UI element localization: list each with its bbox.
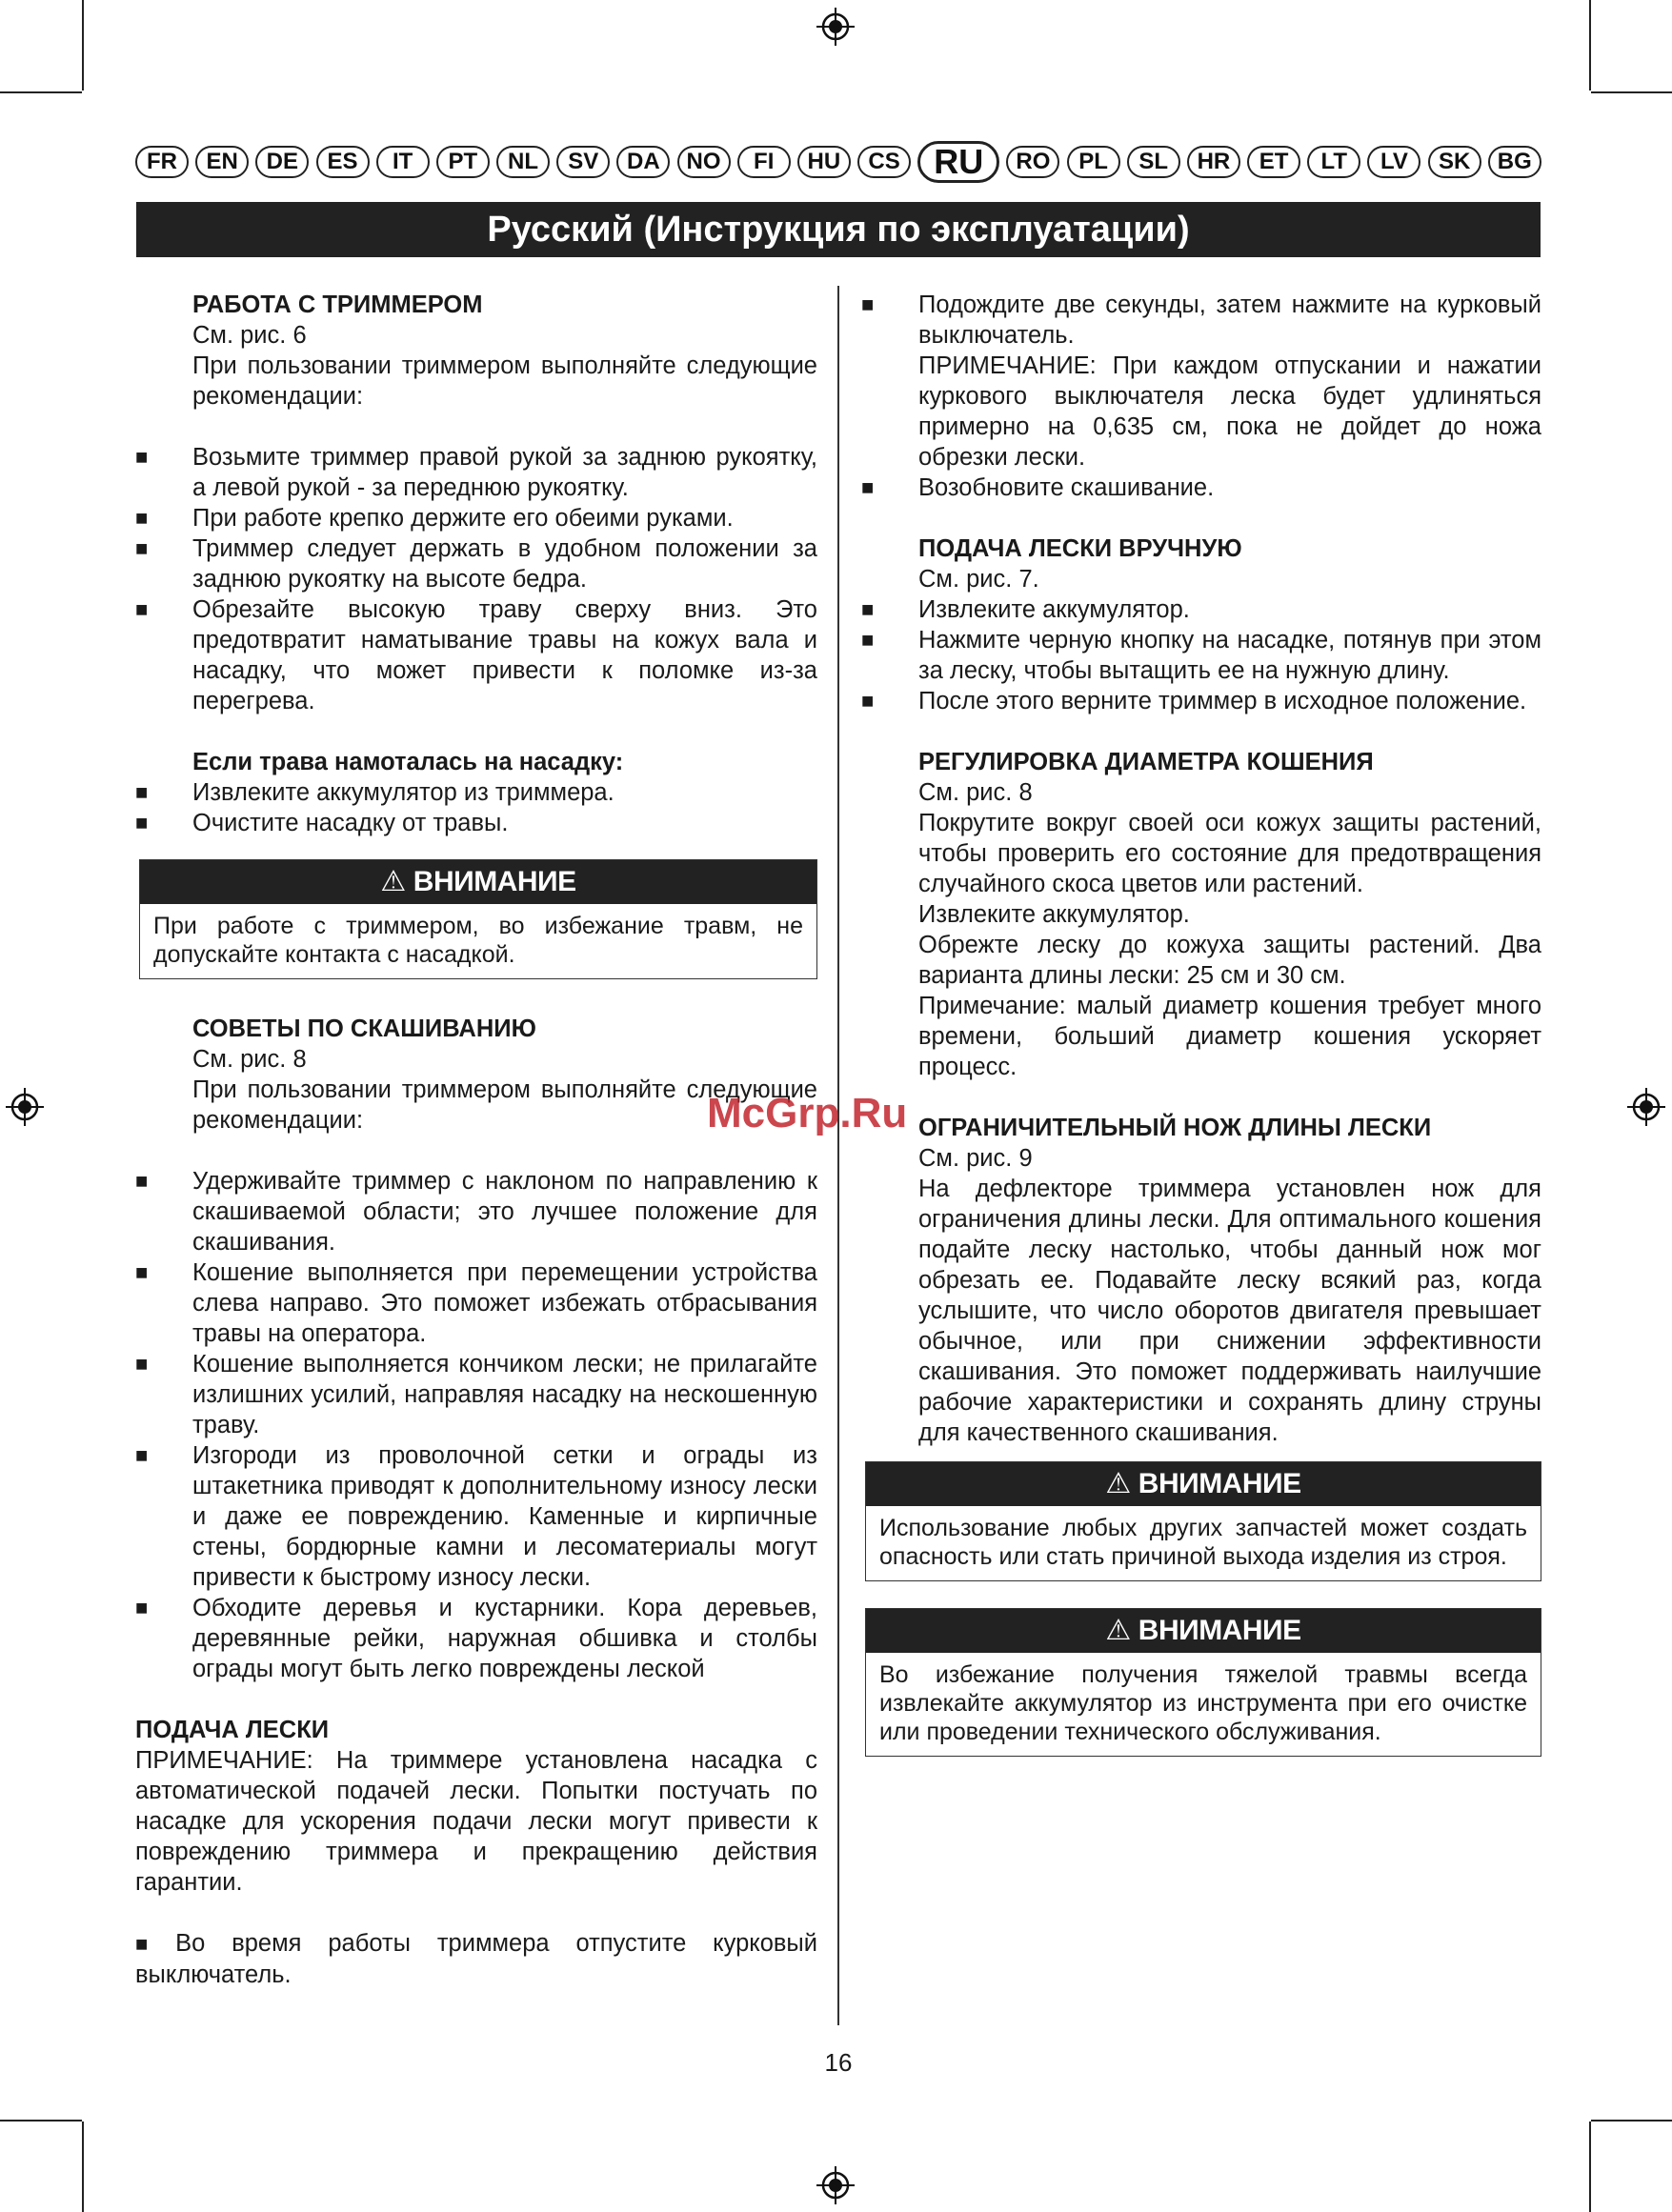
language-tab-hu[interactable]: HU: [797, 146, 851, 178]
paragraph: Извлеките аккумулятор.: [918, 901, 1190, 928]
paragraph: При пользовании триммером выполняйте следующие рекомендации:: [192, 1076, 817, 1134]
list-item: ■ Во время работы триммера отпустите курковый выключатель.: [135, 1930, 817, 1988]
section-heading: СОВЕТЫ ПО СКАШИВАНИЮ: [192, 1016, 536, 1042]
bullet-icon: ■: [861, 292, 875, 316]
warning-header: ⚠ ВНИМАНИЕ: [866, 1609, 1541, 1653]
bullet-icon: ■: [861, 597, 875, 621]
warning-text: При работе с триммером, во избежание травм, не допускайте контакта с насадкой.: [153, 913, 803, 968]
section-heading: ПОДАЧА ЛЕСКИ: [135, 1717, 330, 1743]
list-item: ■ Триммер следует держать в удобном положении за заднюю рукоятку на высоте бедра.: [135, 535, 817, 593]
figure-reference: См. рис. 8: [918, 779, 1033, 806]
bullet-icon: ■: [135, 597, 149, 621]
language-tab-sk[interactable]: SK: [1428, 146, 1481, 178]
warning-box: [139, 859, 817, 979]
language-tab-da[interactable]: DA: [616, 146, 670, 178]
bullet-icon: ■: [135, 1932, 169, 1956]
list-item: ■ Кошение выполняется при перемещении устройства слева направо. Это поможет избежать отбрасывания травы на оператора.: [135, 1259, 817, 1347]
section-heading: ПОДАЧА ЛЕСКИ ВРУЧНУЮ: [918, 535, 1242, 562]
language-tab-cs[interactable]: CS: [857, 146, 911, 178]
list-item: ■ Возобновите скашивание.: [861, 474, 1215, 501]
figure-reference: См. рис. 9: [918, 1145, 1033, 1172]
warning-header: ⚠ ВНИМАНИЕ: [140, 860, 816, 904]
language-tab-en[interactable]: EN: [195, 146, 249, 178]
paragraph: Примечание: малый диаметр кошения требует много времени, больший диаметр кошения ускоряет процесс.: [918, 993, 1541, 1080]
bullet-icon: ■: [135, 1596, 149, 1619]
column-divider: [837, 286, 839, 2025]
paragraph: Обрежте леску до кожуха защиты растений. Два варианта длины лески: 25 см и 30 см.: [918, 932, 1541, 989]
warning-triangle-icon: ⚠: [1105, 1615, 1131, 1646]
language-tab-ro[interactable]: RO: [1006, 146, 1059, 178]
bullet-icon: ■: [135, 1443, 149, 1467]
trim-mark: [82, 0, 84, 90]
trim-mark: [82, 2122, 84, 2212]
list-item: ■ Обрезайте высокую траву сверху вниз. Это предотвратит наматывание травы на кожух вала и насадку, что может привести к поломке из-за перегрева.: [135, 596, 817, 714]
language-tab-it[interactable]: IT: [376, 146, 430, 178]
bullet-icon: ■: [861, 475, 875, 499]
language-tab-es[interactable]: ES: [316, 146, 370, 178]
language-tab-et[interactable]: ET: [1247, 146, 1300, 178]
trim-mark: [1591, 91, 1672, 93]
trim-mark: [1589, 2122, 1591, 2212]
section-heading: ОГРАНИЧИТЕЛЬНЫЙ НОЖ ДЛИНЫ ЛЕСКИ: [918, 1115, 1432, 1141]
list-item: ■ Обходите деревья и кустарники. Кора деревьев, деревянные рейки, наружная обшивка и столбы ограды могут быть легко повреждены леской: [135, 1595, 817, 1682]
language-tab-no[interactable]: NO: [677, 146, 731, 178]
paragraph: При пользовании триммером выполняйте следующие рекомендации:: [192, 352, 817, 410]
list-item: ■ При работе крепко держите его обеими руками.: [135, 505, 734, 532]
figure-reference: См. рис. 7.: [918, 566, 1039, 593]
list-item: ■ Кошение выполняется кончиком лески; не прилагайте излишних усилий, направляя насадку на нескошенную траву.: [135, 1351, 817, 1438]
list-item: ■ После этого верните триммер в исходное положение.: [861, 688, 1527, 714]
language-tab-sl[interactable]: SL: [1127, 146, 1180, 178]
language-tab-de[interactable]: DE: [255, 146, 309, 178]
bullet-icon: ■: [861, 689, 875, 713]
language-tab-fr[interactable]: FR: [135, 146, 189, 178]
bullet-icon: ■: [135, 811, 149, 835]
bullet-icon: ■: [135, 780, 149, 804]
language-tab-ru[interactable]: RU: [917, 141, 999, 183]
trim-mark: [0, 91, 82, 93]
subsection-heading: Если трава намоталась на насадку:: [192, 749, 624, 775]
registration-mark-icon: [816, 2166, 855, 2204]
note-paragraph: ПРИМЕЧАНИЕ: На триммере установлена насадка с автоматической подачей лески. Попытки постучать по насадке для ускорения подачи лески могут привести к повреждению триммера и прекращению действия гарантии.: [135, 1747, 817, 1896]
bullet-icon: ■: [135, 1169, 149, 1193]
warning-triangle-icon: ⚠: [1105, 1468, 1131, 1499]
bullet-icon: ■: [135, 536, 149, 560]
section-heading: РЕГУЛИРОВКА ДИАМЕТРА КОШЕНИЯ: [918, 749, 1374, 775]
trim-mark: [1591, 2120, 1672, 2122]
list-item: ■ Возьмите триммер правой рукой за заднюю рукоятку, а левой рукой - за переднюю рукоятку.: [135, 444, 817, 501]
language-tab-hr[interactable]: HR: [1187, 146, 1240, 178]
warning-text: Во избежание получения тяжелой травмы всегда извлекайте аккумулятор из инструмента при его очистке или проведении технического обслуживания.: [879, 1661, 1527, 1745]
list-item: ■ Подождите две секунды, затем нажмите на курковый выключатель.: [861, 292, 1541, 349]
paragraph: На дефлекторе триммера установлен нож для ограничения длины лески. Для оптимального кошения подайте леску настолько, чтобы данный нож мог обрезать ее. Подавайте леску всякий раз, когда услышите, что число оборотов двигателя превышает обычное, или при снижении эффективности скашивания. Это поможет поддерживать наилучшие рабочие характеристики и сохранять длину струны для качественного скашивания.: [918, 1176, 1541, 1446]
language-tab-bg[interactable]: BG: [1488, 146, 1541, 178]
bullet-icon: ■: [135, 445, 149, 469]
warning-triangle-icon: ⚠: [380, 866, 406, 897]
language-bar: [135, 141, 1541, 183]
language-tab-lv[interactable]: LV: [1367, 146, 1420, 178]
list-item: ■ Изгороди из проволочной сетки и ограды из штакетника приводят к дополнительному износу лески и даже ее повреждению. Каменные и кирпичные стены, бордюрные камни и лесоматериалы могут привести к быстрому износу лески.: [135, 1442, 817, 1591]
page-title: Русский (Инструкция по эксплуатации): [136, 202, 1541, 257]
warning-box: [865, 1461, 1541, 1581]
warning-text: Использование любых других запчастей может создать опасность или стать причиной выхода изделия из строя.: [879, 1515, 1527, 1570]
language-tab-lt[interactable]: LT: [1307, 146, 1360, 178]
trim-mark: [1589, 0, 1591, 90]
registration-mark-icon: [6, 1088, 44, 1126]
language-tab-nl[interactable]: NL: [496, 146, 550, 178]
watermark: McGrp.Ru: [707, 1090, 908, 1136]
list-item: ■ Извлеките аккумулятор из триммера.: [135, 779, 614, 806]
trim-mark: [0, 2120, 82, 2122]
page-number: 16: [824, 2048, 853, 2077]
paragraph: Покрутите вокруг своей оси кожух защиты растений, чтобы проверить его состояние для предотвращения случайного скоса цветов или растений.: [918, 810, 1541, 897]
warning-box: [865, 1608, 1541, 1757]
registration-mark-icon: [816, 8, 855, 46]
language-tab-pt[interactable]: PT: [436, 146, 490, 178]
language-tab-sv[interactable]: SV: [556, 146, 610, 178]
language-tab-pl[interactable]: PL: [1067, 146, 1120, 178]
left-column: [135, 290, 817, 1990]
list-item: ■ Удерживайте триммер с наклоном по направлению к скашиваемой области; это лучшее положение для скашивания.: [135, 1168, 817, 1256]
bullet-icon: ■: [135, 1352, 149, 1376]
warning-header: ⚠ ВНИМАНИЕ: [866, 1462, 1541, 1506]
registration-mark-icon: [1627, 1088, 1665, 1126]
list-item: ■ Нажмите черную кнопку на насадке, потянув при этом за леску, чтобы вытащить ее на нужную длину.: [861, 627, 1541, 684]
bullet-icon: ■: [135, 506, 149, 530]
figure-reference: См. рис. 6: [192, 322, 307, 349]
bullet-icon: ■: [861, 628, 875, 652]
section-heading: РАБОТА С ТРИММЕРОМ: [192, 292, 483, 318]
bullet-list: [135, 442, 817, 716]
list-item: ■ Очистите насадку от травы.: [135, 810, 509, 836]
right-column: [861, 290, 1541, 1757]
figure-reference: См. рис. 8: [192, 1046, 307, 1073]
note-paragraph: ПРИМЕЧАНИЕ: При каждом отпускании и нажатии куркового выключателя леска будет удлиняться примерно на 0,635 см, пока не дойдет до ножа обрезки лески.: [918, 352, 1541, 471]
language-tab-fi[interactable]: FI: [737, 146, 791, 178]
bullet-icon: ■: [135, 1260, 149, 1284]
list-item: ■ Извлеките аккумулятор.: [861, 596, 1190, 623]
